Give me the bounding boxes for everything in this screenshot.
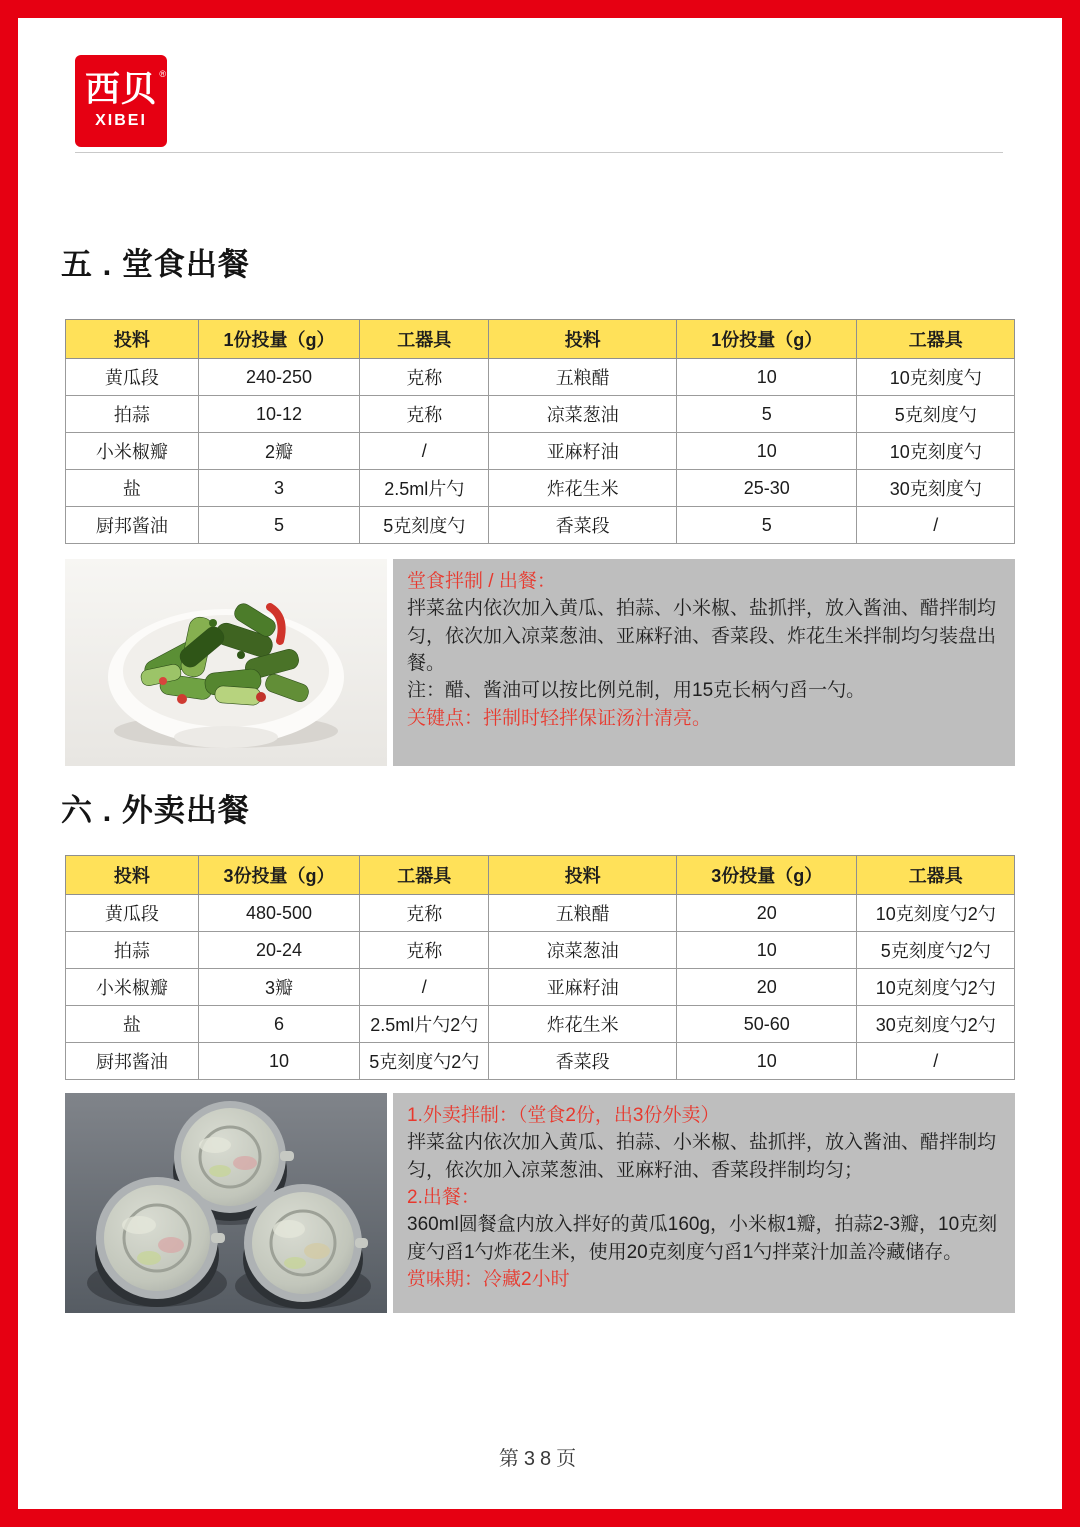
table-header-cell: 1份投量（g） [198, 320, 359, 359]
table-header-row [66, 320, 1015, 359]
note-line: 关键点：拌制时轻拌保证汤汁清亮。 [407, 707, 712, 729]
table-header-cell: 投料 [66, 320, 199, 359]
table-cell: 黄瓜段 [66, 895, 199, 932]
table-cell: 炸花生米 [489, 1006, 677, 1043]
table-header-cell: 3份投量（g） [198, 856, 359, 895]
table-row [66, 433, 1015, 470]
table-cell: 10 [677, 433, 857, 470]
table-header-cell: 工器具 [360, 320, 489, 359]
takeout-table [65, 855, 1015, 1080]
registered-mark-icon: ® [159, 69, 167, 80]
table-cell: 5克刻度勺 [360, 507, 489, 544]
page-header [65, 55, 1015, 153]
table-cell: / [360, 969, 489, 1006]
page-number: 第38页 [498, 1448, 582, 1470]
xibei-logo [75, 55, 167, 147]
table-cell: 10 [677, 359, 857, 396]
table-cell: 10 [198, 1043, 359, 1080]
dine-in-media-row [65, 559, 1015, 766]
table-header-cell: 工器具 [360, 856, 489, 895]
table-header-cell: 投料 [489, 320, 677, 359]
table-cell: 10-12 [198, 396, 359, 433]
table-row [66, 932, 1015, 969]
table-cell: 10 [677, 1043, 857, 1080]
table-cell: 10克刻度勺2勺 [857, 895, 1015, 932]
table-header-cell: 工器具 [857, 320, 1015, 359]
section-title-dine-in: 五 . 堂食出餐 [61, 247, 250, 282]
table-cell: 小米椒瓣 [66, 969, 199, 1006]
table-cell: 2.5ml片勺2勺 [360, 1006, 489, 1043]
table-cell: / [360, 433, 489, 470]
table-row [66, 470, 1015, 507]
table-header-cell: 投料 [489, 856, 677, 895]
logo-hanzi-wrap [84, 69, 167, 110]
table-cell: 盐 [66, 1006, 199, 1043]
table-cell: 2.5ml片勺 [360, 470, 489, 507]
section-title-takeout: 六 . 外卖出餐 [61, 793, 250, 828]
table-row [66, 359, 1015, 396]
table-header-cell: 3份投量（g） [677, 856, 857, 895]
table-cell: 拍蒜 [66, 396, 199, 433]
table-cell: 凉菜葱油 [489, 932, 677, 969]
dine-in-note-box [393, 559, 1015, 766]
table-cell: 5克刻度勺2勺 [360, 1043, 489, 1080]
table-cell: 香菜段 [489, 507, 677, 544]
table-cell: 50-60 [677, 1006, 857, 1043]
table-cell: 小米椒瓣 [66, 433, 199, 470]
table-cell: 黄瓜段 [66, 359, 199, 396]
table-cell: 厨邦酱油 [66, 507, 199, 544]
table-cell: 480-500 [198, 895, 359, 932]
table-cell: 5克刻度勺2勺 [857, 932, 1015, 969]
table-cell: 亚麻籽油 [489, 969, 677, 1006]
table-cell: 克称 [360, 359, 489, 396]
table-cell: 五粮醋 [489, 895, 677, 932]
table-header-cell: 投料 [66, 856, 199, 895]
page-content [18, 18, 1062, 1313]
takeout-media-row [65, 1093, 1015, 1313]
table-header-row [66, 856, 1015, 895]
page-footer [18, 1442, 1062, 1471]
note-line: 360ml圆餐盒内放入拌好的黄瓜160g，小米椒1瓣，拍蒜2-3瓣，10克刻度勺舀1勺炸花生米，使用20克刻度勺舀1勺拌菜汁加盖冷藏储存。 [407, 1214, 998, 1263]
table-cell: 凉菜葱油 [489, 396, 677, 433]
table-cell: 30克刻度勺 [857, 470, 1015, 507]
table-header-cell: 工器具 [857, 856, 1015, 895]
table-cell: 克称 [360, 932, 489, 969]
table-header-cell: 1份投量（g） [677, 320, 857, 359]
table-cell: 6 [198, 1006, 359, 1043]
table-cell: 五粮醋 [489, 359, 677, 396]
table-cell: 10克刻度勺 [857, 433, 1015, 470]
table-cell: 克称 [360, 396, 489, 433]
dine-in-table [65, 319, 1015, 544]
note-line: 注：醋、酱油可以按比例兑制，用15克长柄勺舀一勺。 [407, 680, 866, 702]
table-cell: 拍蒜 [66, 932, 199, 969]
takeout-boxes-photo [65, 1093, 387, 1313]
table-cell: 亚麻籽油 [489, 433, 677, 470]
table-cell: 3瓣 [198, 969, 359, 1006]
takeout-note-box [393, 1093, 1015, 1313]
table-cell: 3 [198, 470, 359, 507]
table-row [66, 1006, 1015, 1043]
table-row [66, 969, 1015, 1006]
table-cell: / [857, 507, 1015, 544]
section-takeout [61, 791, 1015, 1313]
table-row [66, 507, 1015, 544]
note-line: 拌菜盆内依次加入黄瓜、拍蒜、小米椒、盐抓拌，放入酱油、醋拌制均匀，依次加入凉菜葱油、亚麻籽油、香菜段、炸花生米拌制均匀装盘出餐。 [407, 598, 997, 675]
note-line: 2.出餐： [407, 1187, 480, 1209]
table-cell: 25-30 [677, 470, 857, 507]
table-row [66, 1043, 1015, 1080]
header-divider [75, 152, 1003, 153]
page-inner [18, 18, 1062, 1509]
table-cell: 5 [198, 507, 359, 544]
table-cell: 30克刻度勺2勺 [857, 1006, 1015, 1043]
table-cell: 5克刻度勺 [857, 396, 1015, 433]
logo-latin: XIBEI [95, 111, 147, 129]
logo-hanzi: 西贝 [84, 70, 157, 110]
table-cell: 厨邦酱油 [66, 1043, 199, 1080]
table-cell: 10克刻度勺 [857, 359, 1015, 396]
table-row [66, 396, 1015, 433]
table-cell: 盐 [66, 470, 199, 507]
table-row [66, 895, 1015, 932]
table-cell: 克称 [360, 895, 489, 932]
table-cell: 20-24 [198, 932, 359, 969]
note-line: 堂食拌制 / 出餐： [407, 571, 556, 592]
table-cell: 5 [677, 507, 857, 544]
table-cell: 240-250 [198, 359, 359, 396]
section-dine-in [61, 245, 1015, 766]
table-cell: 香菜段 [489, 1043, 677, 1080]
table-cell: 20 [677, 969, 857, 1006]
dine-in-dish-photo [65, 559, 387, 766]
table-cell: 5 [677, 396, 857, 433]
table-cell: 10克刻度勺2勺 [857, 969, 1015, 1006]
table-cell: 2瓣 [198, 433, 359, 470]
table-cell: 炸花生米 [489, 470, 677, 507]
table-cell: 20 [677, 895, 857, 932]
note-line: 1.外卖拌制：（堂食2份，出3份外卖） [407, 1105, 720, 1126]
note-line: 拌菜盆内依次加入黄瓜、拍蒜、小米椒、盐抓拌，放入酱油、醋拌制均匀，依次加入凉菜葱油、亚麻籽油、香菜段拌制均匀； [407, 1132, 997, 1181]
table-cell: 10 [677, 932, 857, 969]
note-line: 赏味期：冷藏2小时 [407, 1269, 570, 1291]
table-cell: / [857, 1043, 1015, 1080]
